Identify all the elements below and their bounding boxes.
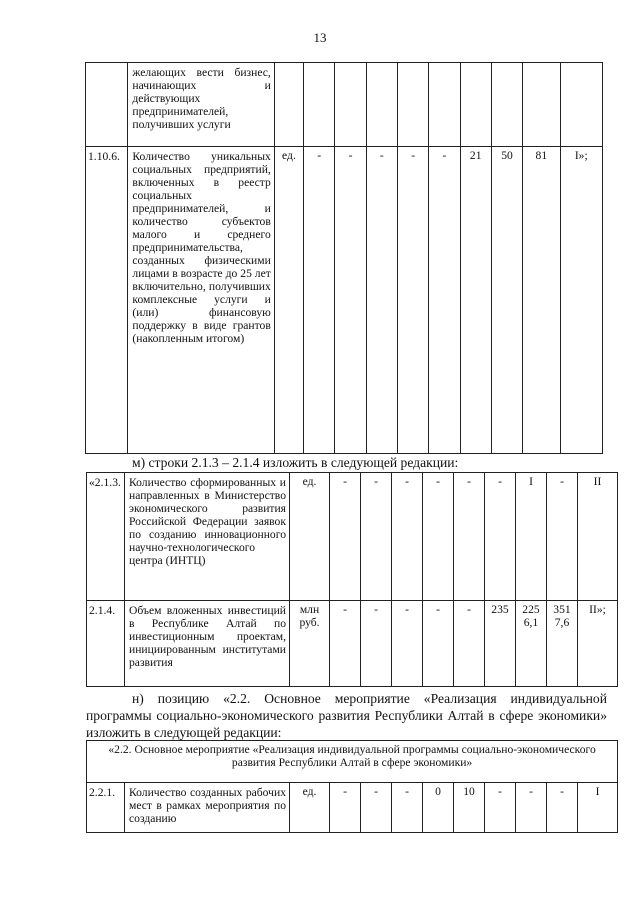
value-cell: - xyxy=(547,473,578,601)
last-cell: I»; xyxy=(560,147,602,454)
value-cell: - xyxy=(361,473,392,601)
cell xyxy=(335,63,366,147)
unit-cell: ед. xyxy=(274,147,303,454)
value-cell: 81 xyxy=(523,147,560,454)
indicators-table-1 xyxy=(85,62,603,454)
value-cell: - xyxy=(330,601,361,687)
indicator-name: Объем вложенных инвестиций в Республике Алтай по инвестиционным проектам, инициированным институтами развития xyxy=(125,601,290,687)
unit-cell: ед. xyxy=(290,473,330,601)
indicator-name: желающих вести бизнес, начинающих и действующих предпринимателей, получивших услуги xyxy=(128,63,274,147)
table-row xyxy=(86,63,603,147)
last-cell: II xyxy=(578,473,618,601)
cell xyxy=(304,63,335,147)
indicator-name: Количество уникальных социальных предприятий, включенных в реестр социальных предпринимателей, и количество субъектов малого и среднего предпринимательства, созданных физическими лицами в возрасте до 25 лет включительно, получивших комплексные услуги и (или) финансовую поддержку в виде грантов (накопленным итогом) xyxy=(128,147,274,454)
value-cell: - xyxy=(366,147,397,454)
value-cell: - xyxy=(304,147,335,454)
value-cell: 21 xyxy=(460,147,491,454)
table-row xyxy=(87,473,618,601)
cell xyxy=(560,63,602,147)
page-number: 13 xyxy=(313,30,327,45)
value-cell: 10 xyxy=(454,783,485,833)
value-cell: - xyxy=(516,783,547,833)
cell xyxy=(460,63,491,147)
indicators-table-2 xyxy=(86,472,618,687)
value-cell: - xyxy=(423,601,454,687)
row-code xyxy=(86,63,128,147)
value-cell: I xyxy=(516,473,547,601)
value-cell: - xyxy=(335,147,366,454)
value-cell: - xyxy=(361,783,392,833)
value-cell: - xyxy=(423,473,454,601)
cell xyxy=(274,63,303,147)
value-cell: - xyxy=(392,783,423,833)
cell xyxy=(366,63,397,147)
paragraph-m: м) строки 2.1.3 – 2.1.4 изложить в следующей редакции: xyxy=(132,455,459,470)
value-cell: - xyxy=(485,473,516,601)
row-code: 2.1.4. xyxy=(87,601,125,687)
value-cell: 2256,1 xyxy=(516,601,547,687)
value-cell: - xyxy=(330,783,361,833)
value-cell: 235 xyxy=(485,601,516,687)
row-code: 1.10.6. xyxy=(86,147,128,454)
value-cell: - xyxy=(547,783,578,833)
value-cell: - xyxy=(397,147,428,454)
indicators-table-3 xyxy=(86,740,618,833)
value-cell: - xyxy=(454,601,485,687)
unit-cell: ед. xyxy=(290,783,330,833)
table-row xyxy=(87,601,618,687)
cell xyxy=(523,63,560,147)
value-cell: 50 xyxy=(491,147,522,454)
unit-cell: млн руб. xyxy=(290,601,330,687)
table-header-row xyxy=(87,741,618,783)
value-cell: - xyxy=(485,783,516,833)
cell xyxy=(491,63,522,147)
value-cell: - xyxy=(392,473,423,601)
row-code: 2.2.1. xyxy=(87,783,125,833)
paragraph-n-text: н) позицию «2.2. Основное мероприятие «Реализация индивидуальной программы социально-экономического развития Республики Алтай в сфере экономики» изложить в следующей редакции: xyxy=(86,691,607,740)
cell xyxy=(429,63,460,147)
last-cell: I xyxy=(578,783,618,833)
value-cell: 0 xyxy=(423,783,454,833)
table-row xyxy=(86,147,603,454)
value-cell: - xyxy=(361,601,392,687)
indicator-name: Количество созданных рабочих мест в рамках мероприятия по созданию xyxy=(125,783,290,833)
value-cell: - xyxy=(429,147,460,454)
table-row xyxy=(87,783,618,833)
value-cell: 3517,6 xyxy=(547,601,578,687)
value-cell: - xyxy=(330,473,361,601)
row-code: «2.1.3. xyxy=(87,473,125,601)
paragraph-n xyxy=(86,690,607,741)
section-header: «2.2. Основное мероприятие «Реализация индивидуальной программы социально-экономического развития Республики Алтай в сфере экономики» xyxy=(87,741,618,783)
value-cell: - xyxy=(392,601,423,687)
last-cell: II»; xyxy=(578,601,618,687)
value-cell: - xyxy=(454,473,485,601)
indicator-name: Количество сформированных и направленных в Министерство экономического развития Российской Федерации заявок по созданию инновационного научно-технологического центра (ИНТЦ) xyxy=(125,473,290,601)
cell xyxy=(397,63,428,147)
